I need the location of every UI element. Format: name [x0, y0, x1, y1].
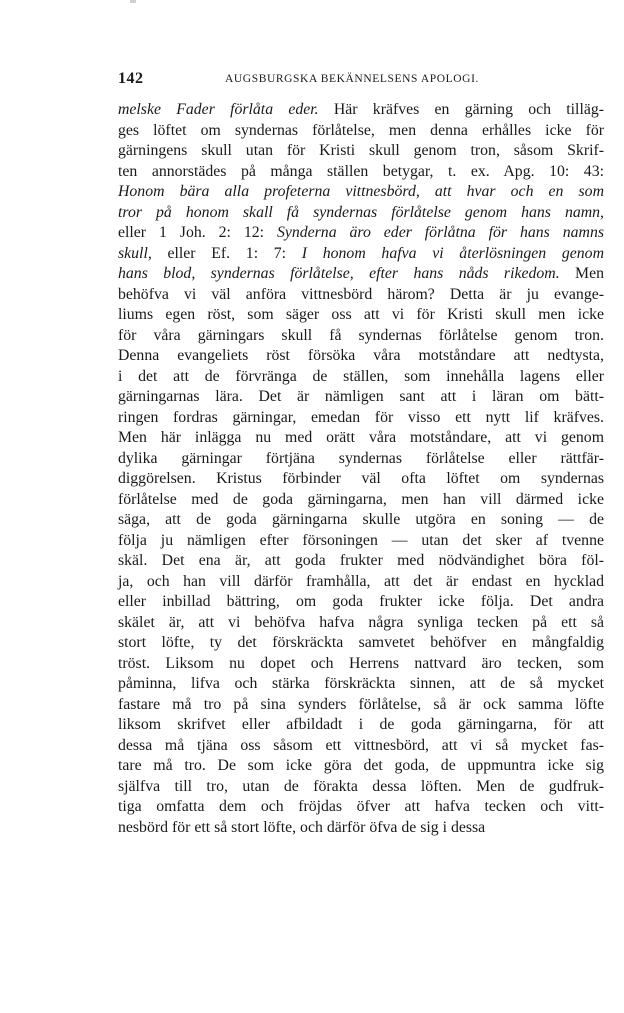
text-span: gärningens skull utan för Kristi skull genom tron, såsom Skrif-: [118, 142, 604, 159]
text-line: [118, 305, 604, 326]
text-span: ten annorstädes på många ställen betygar, t. ex. Apg. 10: 43:: [118, 162, 604, 180]
italic-text-span: skull,: [118, 244, 152, 262]
text-line: [118, 244, 604, 265]
page-header: [118, 70, 604, 90]
text-span: skälet är, att vi behöfva hafva några synliga tecken på ett så: [118, 613, 604, 631]
text-span: liksom skrifvet eller afbildadt i de goda gärningarna, för att: [118, 716, 604, 733]
text-span: förlåtelse med de goda gärningarna, men han vill därmed icke: [118, 490, 604, 508]
text-span: skäl. Det ena är, att goda frukter med nödvändighet böra föl-: [118, 552, 604, 569]
text-span: tare må tro. De som icke göra det goda, de uppmuntra icke sig: [118, 757, 604, 774]
italic-text-span: tror på honom skall få syndernas förlåtelse genom hans namn,: [118, 203, 604, 221]
text-line: [118, 654, 604, 675]
text-span: behöfva vi väl anföra vittnesbörd härom? Detta är ju evange-: [118, 285, 604, 303]
text-span: Men: [559, 265, 605, 282]
text-span: för våra gärningars skull få syndernas förlåtelse genom tron.: [118, 326, 604, 344]
text-line: [118, 449, 604, 470]
text-line: [118, 285, 604, 306]
text-line: [118, 408, 604, 429]
text-span: tröst. Liksom nu dopet och Herrens nattvard äro tecken, som: [118, 654, 604, 672]
text-span: dylika gärningar förtjäna syndernas förlåtelse eller rättfär-: [118, 449, 604, 467]
running-title: AUGSBURGSKA BEKÄNNELSENS APOLOGI.: [225, 73, 479, 85]
body-text: [118, 100, 604, 838]
text-span: påminna, lifva och stärka förskräckta sinnen, att de så mycket: [118, 675, 604, 692]
text-span: diggörelsen. Kristus förbinder väl ofta löftet om syndernas: [118, 470, 604, 487]
italic-text-span: hans blod, syndernas förlåtelse, efter hans nåds rikedom.: [118, 265, 560, 282]
text-line: [118, 797, 604, 818]
text-line: [118, 100, 604, 121]
text-line: [118, 223, 604, 244]
text-line: [118, 756, 604, 777]
text-span: ges löftet om syndernas förlåtelse, men denna erhålles icke för: [118, 121, 604, 139]
text-span: Här kräfves en gärning och tilläg-: [318, 101, 604, 118]
text-line: [118, 326, 604, 347]
text-line: [118, 531, 604, 552]
text-line: [118, 818, 604, 839]
text-span: liums egen röst, som säger oss att vi för Kristi skull men icke: [118, 306, 604, 323]
text-span: dessa må tjäna oss såsom ett vittnesbörd, att vi så mycket fas-: [118, 736, 604, 754]
text-line: [118, 695, 604, 716]
text-span: nesbörd för ett så stort löfte, och därför öfva de sig i dessa: [118, 818, 486, 836]
text-span: Men här inlägga nu med orätt våra motståndare, att vi genom: [118, 429, 604, 446]
text-line: [118, 736, 604, 757]
text-line: [118, 141, 604, 162]
text-line: [118, 633, 604, 654]
text-line: [118, 121, 604, 142]
text-span: säga, att de goda gärningarna skulle utgöra en soning — de: [118, 511, 604, 528]
text-line: [118, 387, 604, 408]
text-line: [118, 367, 604, 388]
text-line: [118, 264, 604, 285]
text-line: [118, 203, 604, 224]
text-line: [118, 428, 604, 449]
text-line: [118, 346, 604, 367]
text-span: själfva till tro, utan de förakta dessa löften. Men de gudfruk-: [118, 777, 604, 795]
text-line: [118, 572, 604, 593]
text-span: eller 1 Joh. 2: 12:: [118, 224, 277, 241]
italic-text-span: I honom hafva vi återlösningen genom: [301, 244, 604, 262]
text-line: [118, 510, 604, 531]
text-line: [118, 674, 604, 695]
text-line: [118, 551, 604, 572]
text-span: fastare må tro på sina synders förlåtelse, så är ock samma löfte: [118, 695, 604, 713]
text-span: i det att de förvränga de ställen, som innehålla lagens eller: [118, 367, 604, 385]
text-span: eller Ef. 1: 7:: [151, 244, 302, 262]
page-number: 142: [118, 70, 144, 87]
text-line: [118, 469, 604, 490]
text-line: [118, 613, 604, 634]
italic-text-span: Synderna äro eder förlåtna för hans namns: [276, 224, 604, 241]
text-span: stort löfte, ty det förskräckta samvetet behöfver en mångfaldig: [118, 634, 604, 651]
text-line: [118, 490, 604, 511]
text-line: [118, 162, 604, 183]
text-line: [118, 777, 604, 798]
text-span: Denna evangeliets röst försöka våra motståndare att nedtysta,: [118, 347, 604, 364]
text-span: följa ju nämligen efter försoningen — utan det sker af tvenne: [118, 531, 604, 549]
text-line: [118, 715, 604, 736]
text-span: ja, och han vill därför framhålla, att det är endast en hycklad: [118, 572, 604, 590]
text-line: [118, 182, 604, 203]
text-span: ringen fordras gärningar, emedan för visso ett nytt lif kräfves.: [118, 408, 604, 426]
text-span: tiga omfatta dem och fröjdas öfver att hafva tecken och vitt-: [118, 798, 604, 815]
text-line: [118, 592, 604, 613]
italic-text-span: Honom bära alla profeterna vittnesbörd, att hvar och en som: [118, 183, 604, 200]
text-span: eller inbillad bättring, om goda frukter icke följa. Det andra: [118, 593, 604, 610]
italic-text-span: melske Fader förlåta eder.: [118, 101, 319, 118]
scan-speck: [130, 0, 136, 3]
text-span: gärningarnas lära. Det är nämligen sant att i läran om bätt-: [118, 388, 604, 405]
